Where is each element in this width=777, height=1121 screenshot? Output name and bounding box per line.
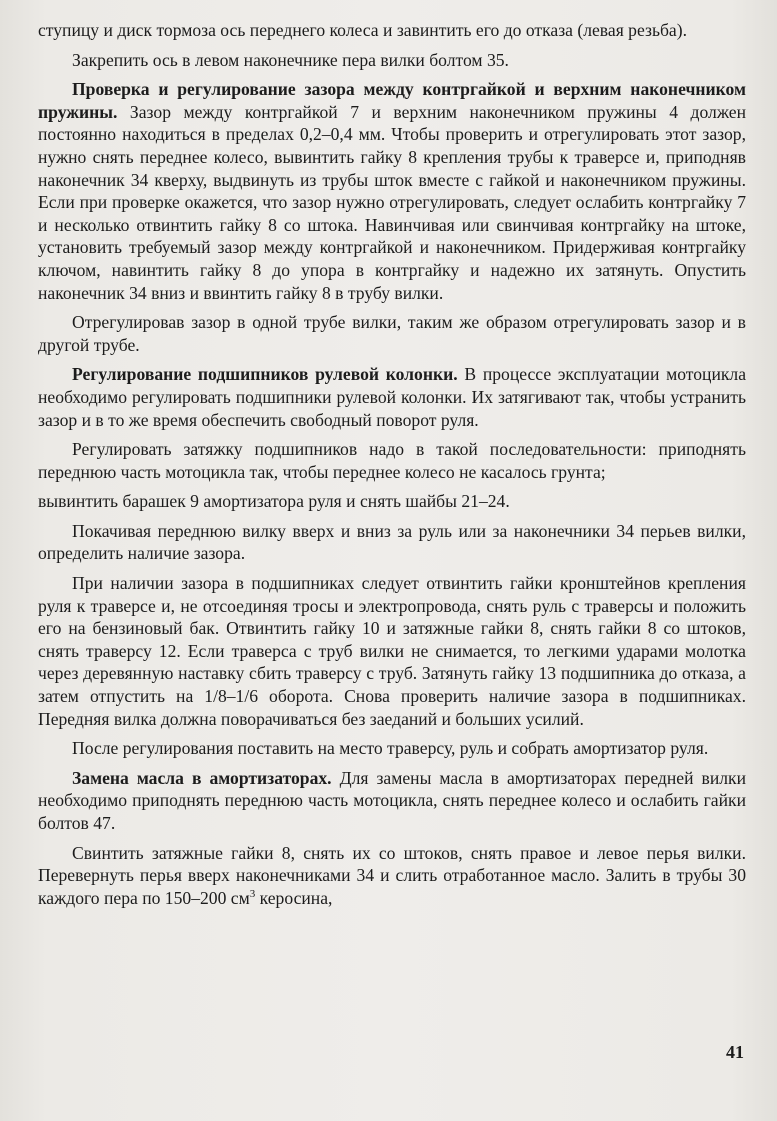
- section-heading: Регулирование подшипников рулевой колонки.: [72, 364, 458, 385]
- paragraph: После регулирования поставить на место траверсу, руль и собрать амортизатор руля.: [72, 738, 709, 759]
- paragraph: Регулирование подшипников рулевой колонки. В процессе эксплуатации мотоцикла необходимо регулировать подшипники рулевой колонки. Их затягивают так, чтобы устранить зазор и в то же время обеспечить свободный поворот руля.: [38, 364, 746, 430]
- section-heading: Замена масла в амортизаторах.: [72, 767, 332, 788]
- paragraph: Проверка и регулирование зазора между контргайкой и верхним наконечником пружины. Зазор между контргайкой 7 и верхним наконечником пружины 4 должен постоянно находиться в пределах 0,2–0,4 мм. Чтобы проверить и отрегулировать этот зазор, нужно снять переднее колесо, вывинтить гайку 8 крепления трубы к траверсе и, приподняв наконечник 34 кверху, выдвинуть из трубы шток вместе с гайкой и наконечником пружины. Если при проверке окажется, что зазор нужно отрегулировать, следует ослабить контргайку 7 и несколько отвинтить гайку 8 со штока. Навинчивая или свинчивая контргайку на штоке, установить требуемый зазор между контргайкой и наконечником. Придерживая контргайку ключом, навинтить гайку 8 до упора в контргайку и надежно их затянуть. Опустить наконечник 34 вниз и ввинтить гайку 8 в трубу вилки.: [38, 79, 746, 303]
- paragraph: При наличии зазора в подшипниках следует отвинтить гайки кронштейнов крепления руля к траверсе и, не отсоединяя тросы и электропровода, снять руль с траверсы и положить его на бензиновый бак. Отвинтить гайку 10 и затяжные гайки 8, снять гайки 8 со штоков, снять траверсу 12. Если траверса с труб вилки не снимается, то легкими ударами молотка через деревянную наставку сбить траверсу с труб. Затянуть гайку 13 подшипника до отказа, а затем отпустить на 1/8–1/6 оборота. Снова проверить наличие зазора в подшипниках. Передняя вилка должна поворачиваться без заеданий и больших усилий.: [38, 573, 746, 729]
- paragraph: Закрепить ось в левом наконечнике пера вилки болтом 35.: [72, 49, 509, 70]
- paragraph: Регулировать затяжку подшипников надо в такой последовательности: приподнять переднюю часть мотоцикла так, чтобы переднее колесо не касалось грунта;: [38, 439, 746, 482]
- page-number: 41: [726, 1042, 744, 1062]
- paragraph: Свинтить затяжные гайки 8, снять их со штоков, снять правое и левое перья вилки. Перевернуть перья вверх наконечниками 34 и слить отработанное масло. Залить в трубы 30 каждого пера по 150–200 $см^3$ керосина,: [38, 842, 746, 908]
- section-heading: Проверка и регулирование зазора между контргайкой и верхним наконечником пружины.: [38, 79, 746, 122]
- paragraph: вывинтить барашек 9 амортизатора руля и снять шайбы 21–24.: [38, 491, 510, 512]
- body-text: [38, 19, 746, 916]
- paragraph: Покачивая переднюю вилку вверх и вниз за руль или за наконечники 34 перьев вилки, определить наличие зазора.: [38, 520, 746, 564]
- paragraph: Отрегулировав зазор в одной трубе вилки, таким же образом отрегулировать зазор и в другой трубе.: [38, 312, 746, 355]
- paragraph: Замена масла в амортизаторах. Для замены масла в амортизаторах передней вилки необходимо приподнять переднюю часть мотоцикла, снять переднее колесо и ослабить гайки болтов 47.: [38, 767, 746, 833]
- superscript: 3: [249, 887, 256, 900]
- paragraph: ступицу и диск тормоза ось переднего колеса и завинтить его до отказа (левая резьба).: [38, 20, 687, 40]
